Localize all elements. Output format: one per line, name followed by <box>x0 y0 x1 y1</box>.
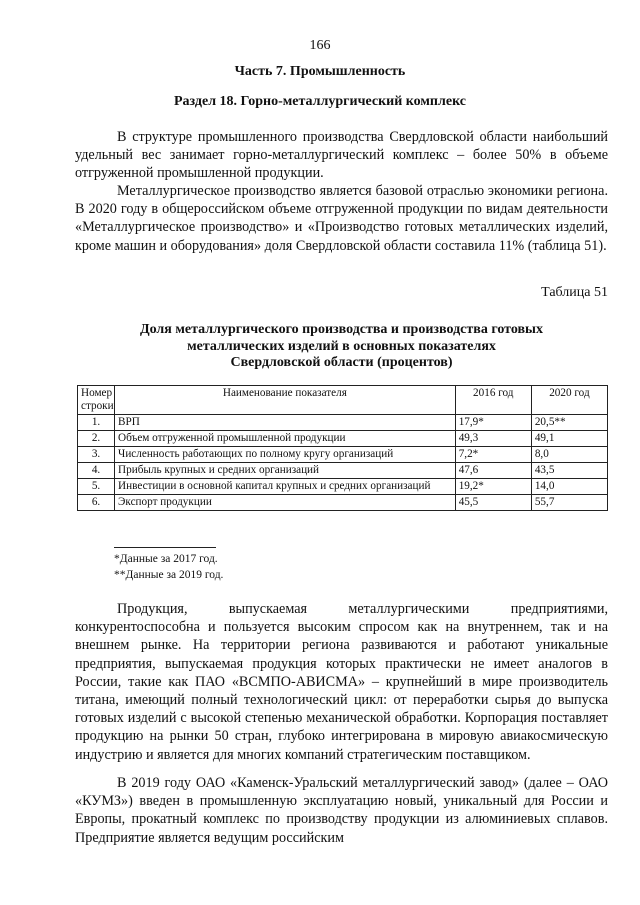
row-value-2020: 14,0 <box>531 479 607 495</box>
table-title-line: металлических изделий в основных показателях <box>187 338 496 354</box>
footnote-divider <box>114 547 216 548</box>
row-name: Экспорт продукции <box>115 495 456 511</box>
row-value-2020: 20,5** <box>531 415 607 431</box>
row-name: Объем отгруженной промышленной продукции <box>115 431 456 447</box>
part-title: Часть 7. Промышленность <box>234 64 406 79</box>
row-number: 6. <box>78 495 115 511</box>
table-header-row <box>78 386 608 415</box>
row-value-2020: 49,1 <box>531 431 607 447</box>
header-name: Наименование показателя <box>115 386 456 415</box>
paragraph-products: Продукция, выпускаемая металлургическими предприятиями, конкурентоспособна и пользуется высоким спросом как на внутреннем, так и на внешнем рынке. На территории региона развиваются и работают уникальные предприятия, выпускаемая продукция которых практически не имеет аналогов в России, такие как ПАО «ВСМПО-АВИСМА» – крупнейший в мире производитель титана, имеющий полный технологический цикл: от переработки сырья до выпуска готовых изделий с высокой степенью механической обработки. Корпорация поставляет продукцию на рынки 50 стран, глубоко интегрирована в мировую авиакосмическую индустрию и является для многих компаний стратегическим поставщиком. <box>75 601 608 763</box>
table-title-line: Доля металлургического производства и производства готовых <box>139 322 543 337</box>
row-number: 5. <box>78 479 115 495</box>
row-value-2020: 55,7 <box>531 495 607 511</box>
table-title <box>75 322 608 372</box>
footnote-2017: *Данные за 2017 год. <box>114 553 218 565</box>
header-2016: 2016 год <box>455 386 531 415</box>
row-value-2020: 8,0 <box>531 447 607 463</box>
row-value-2016: 47,6 <box>455 463 531 479</box>
row-value-2016: 49,3 <box>455 431 531 447</box>
table-title-line: Свердловской области (процентов) <box>230 355 453 370</box>
table-row <box>78 479 608 495</box>
table-row <box>78 415 608 431</box>
row-value-2020: 43,5 <box>531 463 607 479</box>
page-number: 166 <box>309 38 331 53</box>
row-name: Численность работающих по полному кругу организаций <box>115 447 456 463</box>
paragraph-metallurgy-share: Металлургическое производство является базовой отраслью экономики региона. В 2020 году в общероссийском объеме отгруженной продукции по видам деятельности «Металлургическое производство» и «Производство готовых металлических изделий, кроме машин и оборудования» доля Свердловской области составила 11% (таблица 51). <box>75 183 608 254</box>
row-number: 2. <box>78 431 115 447</box>
row-value-2016: 17,9* <box>455 415 531 431</box>
paragraph-intro: В структуре промышленного производства Свердловской области наибольший удельный вес занимает горно-металлургический комплекс – более 50% в объеме отгруженной промышленной продукции. <box>75 129 608 182</box>
footnote-2019: **Данные за 2019 год. <box>114 569 224 581</box>
table-row <box>78 495 608 511</box>
section-title: Раздел 18. Горно-металлургический комплекс <box>173 94 467 109</box>
row-value-2016: 19,2* <box>455 479 531 495</box>
indicators-table <box>77 385 608 511</box>
row-number: 1. <box>78 415 115 431</box>
row-name: ВРП <box>115 415 456 431</box>
row-name: Инвестиции в основной капитал крупных и средних организаций <box>115 479 456 495</box>
row-value-2016: 45,5 <box>455 495 531 511</box>
paragraph-kumz: В 2019 году ОАО «Каменск-Уральский металлургический завод» (далее – ОАО «КУМЗ») введен в промышленную эксплуатацию новый, уникальный для России и Европы, прокатный комплекс по производству продукции из алюминиевых сплавов. Предприятие является ведущим российским <box>75 775 608 846</box>
row-name: Прибыль крупных и средних организаций <box>115 463 456 479</box>
header-2020: 2020 год <box>531 386 607 415</box>
row-value-2016: 7,2* <box>455 447 531 463</box>
row-number: 3. <box>78 447 115 463</box>
header-number: Номер строки <box>78 386 115 415</box>
row-number: 4. <box>78 463 115 479</box>
table-row <box>78 447 608 463</box>
table-row <box>78 463 608 479</box>
table-label: Таблица 51 <box>541 285 608 300</box>
table-row <box>78 431 608 447</box>
